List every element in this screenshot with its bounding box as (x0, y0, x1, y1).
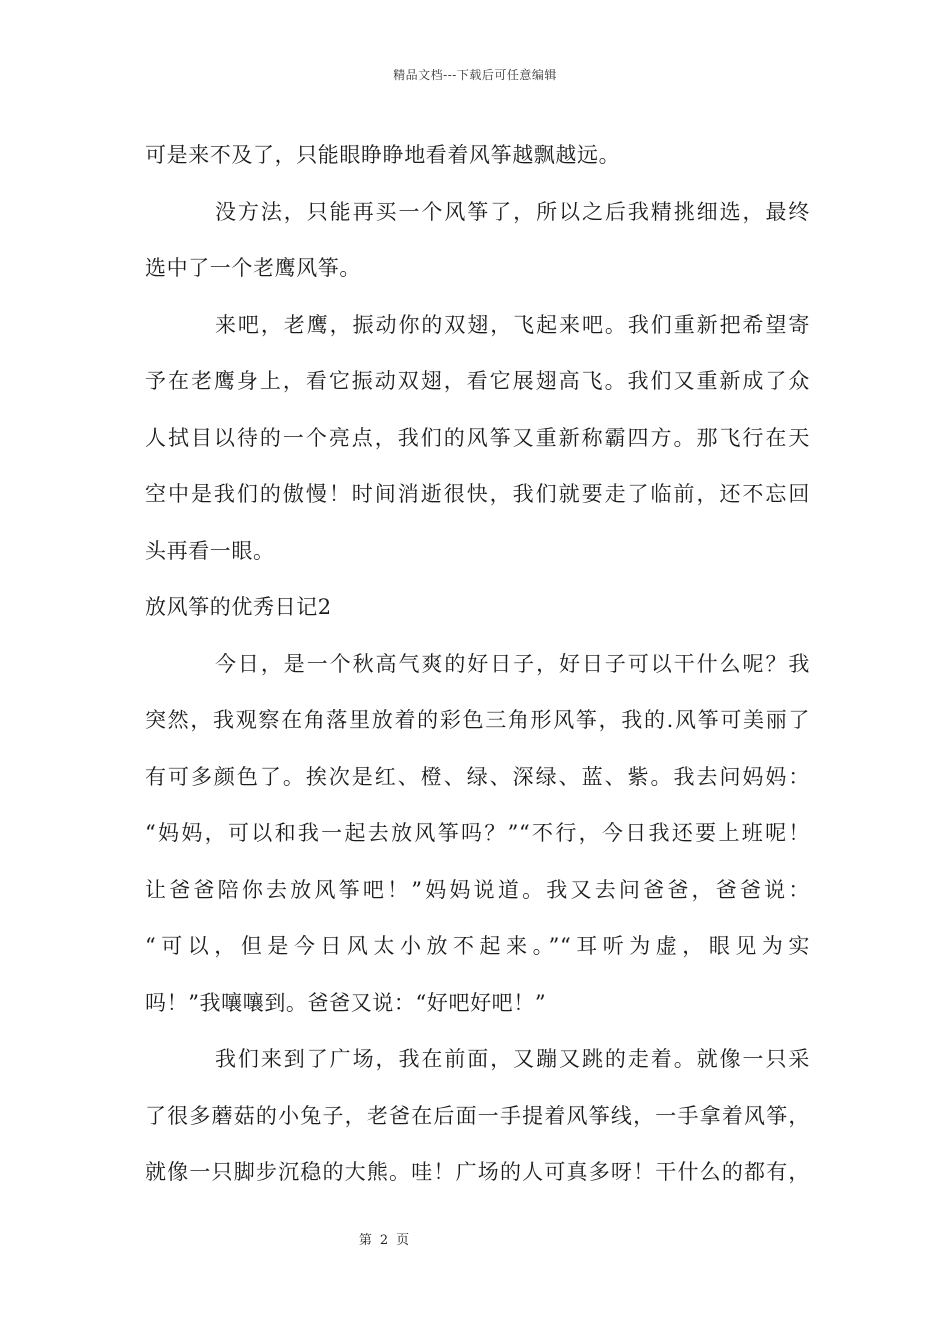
page-number-prefix: 第 (358, 1233, 372, 1248)
text-line-12: 有可多颜色了。挨次是红、橙、绿、深绿、蓝、紫。我去问妈妈： (145, 764, 810, 789)
document-body (145, 127, 810, 1201)
page-number: 2 (379, 1233, 389, 1248)
text-line-18: 了很多蘑菇的小兔子，老爸在后面一手提着风筝线，一手拿着风筝， (145, 1103, 810, 1128)
text-line-17: 我们来到了广场，我在前面，又蹦又跳的走着。就像一只采 (215, 1047, 810, 1071)
text-line-16: 吗！”我嚷嚷到。爸爸又说：“好吧好吧！” (145, 990, 547, 1015)
text-line-19: 就像一只脚步沉稳的大熊。哇！广场的人可真多呀！干什么的都有， (145, 1160, 810, 1184)
text-line-3: 选中了一个老鹰风筝。 (145, 256, 361, 280)
text-line-2: 没方法，只能再买一个风筝了，所以之后我精挑细选，最终 (215, 199, 810, 224)
text-line-15: “可以，但是今日风太小放不起来。”“耳听为虚，眼见为实 (145, 934, 810, 958)
text-line-13: “妈妈，可以和我一起去放风筝吗？”“不行，今日我还要上班呢！ (145, 821, 810, 845)
text-line-5: 予在老鹰身上，看它振动双翅，看它展翅高飞。我们又重新成了众 (145, 369, 810, 393)
text-line-8: 头再看一眼。 (145, 538, 275, 563)
text-line-6: 人拭目以待的一个亮点，我们的风筝又重新称霸四方。那飞行在天 (145, 425, 810, 450)
page-header: 精品文档---下载后可任意编辑 (393, 68, 557, 82)
text-line-11: 突然，我观察在角落里放着的彩色三角形风筝，我的.风筝可美丽了 (145, 708, 810, 732)
section-heading: 放风筝的优秀日记2 (145, 595, 332, 619)
text-line-10: 今日，是一个秋高气爽的好日子，好日子可以干什么呢？我 (215, 651, 810, 676)
text-line-7: 空中是我们的傲慢！时间消逝很快，我们就要走了临前，还不忘回 (145, 482, 810, 506)
page-number-suffix: 页 (396, 1233, 410, 1248)
text-line-4: 来吧，老鹰，振动你的双翅，飞起来吧。我们重新把希望寄 (215, 312, 810, 337)
text-line-1: 可是来不及了，只能眼睁睁地看着风筝越飘越远。 (145, 143, 621, 167)
text-line-14: 让爸爸陪你去放风筝吧！”妈妈说道。我又去问爸爸，爸爸说： (145, 877, 810, 902)
page-footer (0, 1229, 768, 1248)
